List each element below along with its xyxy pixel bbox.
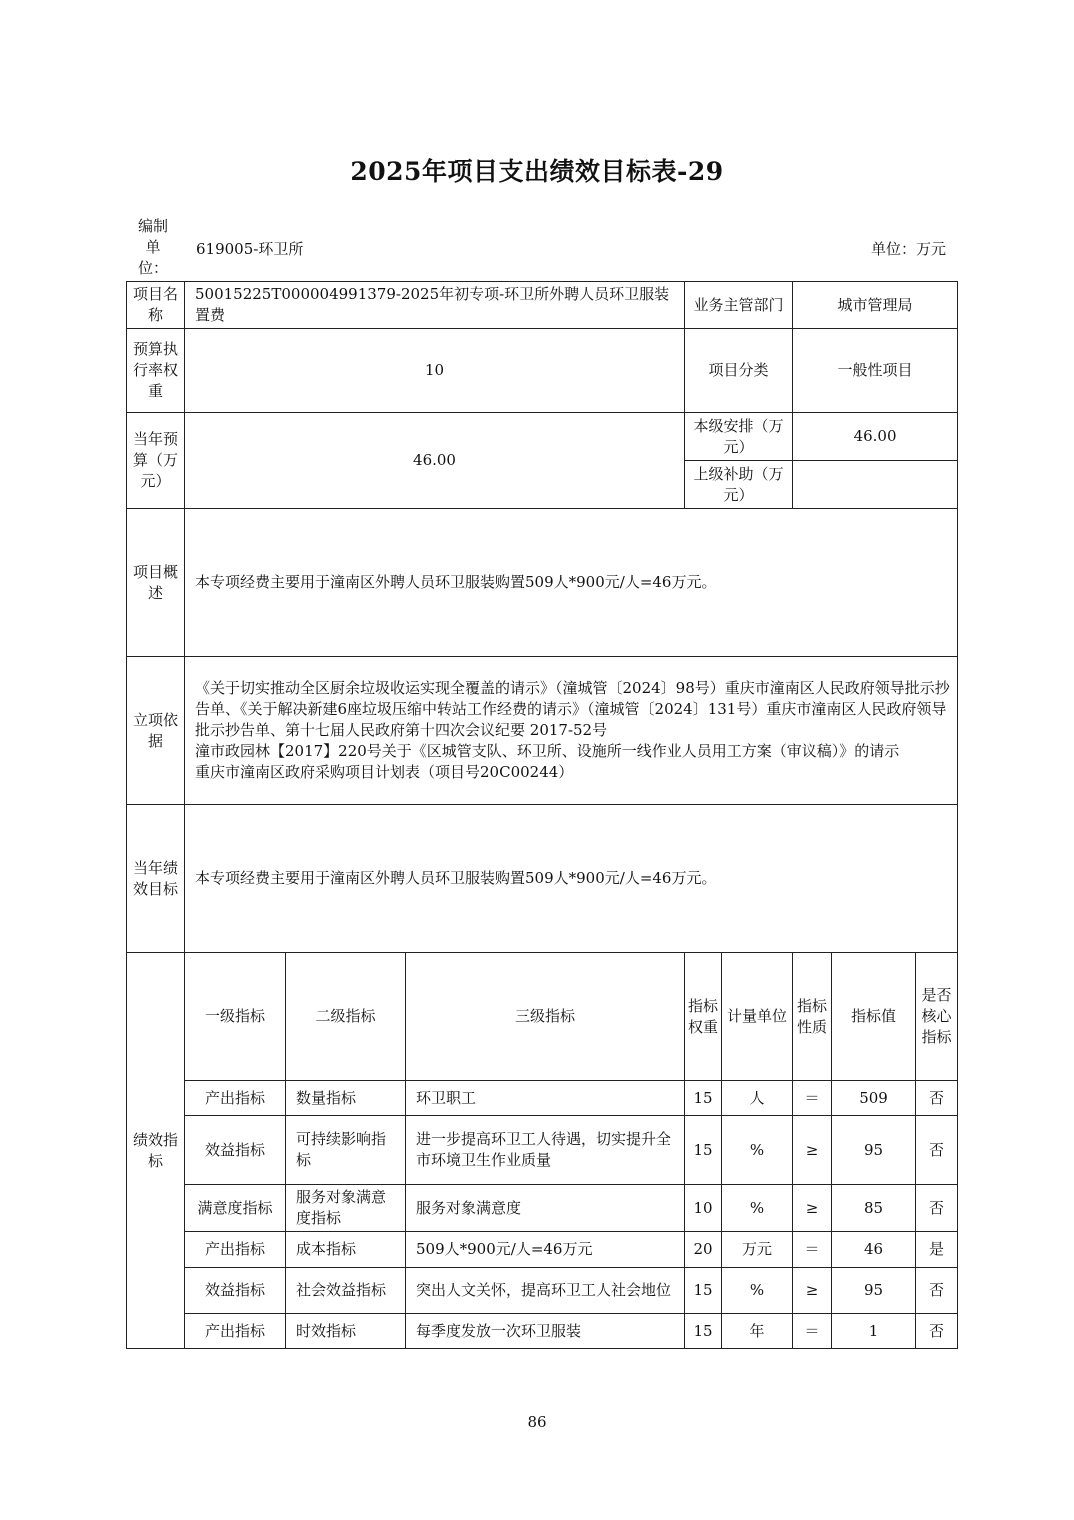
cell-weight: 15: [685, 1081, 722, 1116]
cell-level2: 服务对象满意度指标: [286, 1185, 406, 1232]
cell-level1: 产出指标: [185, 1314, 286, 1349]
cell-nature: ＝: [793, 1314, 832, 1349]
basis-line: 《关于切实推动全区厨余垃圾收运实现全覆盖的请示》（潼城管〔2024〕98号）重庆市潼南区人民政府领导批示抄告单、《关于解决新建6座垃圾压缩中转站工作经费的请示》（潼城管〔2024〕131号）重庆市潼南区人民政府领导批示抄告单、第十七届人民政府第十四次会议纪要 2017-52号: [195, 679, 950, 739]
page-number: 86: [527, 1413, 547, 1431]
table-row: [127, 1232, 958, 1268]
compiling-unit-label: 编制单位：: [137, 217, 168, 277]
cell-weight: 15: [685, 1268, 722, 1314]
cell-weight: 20: [685, 1232, 722, 1268]
cell-nature: ＝: [793, 1081, 832, 1116]
cell-level3: 509人*900元/人=46万元: [406, 1232, 685, 1268]
cell-weight: 15: [685, 1116, 722, 1185]
cell-value: 1: [832, 1314, 916, 1349]
cell-level1: 效益指标: [185, 1268, 286, 1314]
basis-label: 立项依据: [127, 657, 185, 805]
cell-value: 95: [832, 1268, 916, 1314]
table-row: [127, 1081, 958, 1116]
cell-unit: %: [722, 1116, 793, 1185]
cell-level2: 社会效益指标: [286, 1268, 406, 1314]
budget-label: 当年预算（万元）: [127, 413, 185, 509]
cell-level3: 环卫职工: [406, 1081, 685, 1116]
cell-core: 否: [916, 1081, 958, 1116]
table-row: [127, 1314, 958, 1349]
project-name-label: 项目名称: [127, 282, 185, 329]
basis-text: [185, 657, 958, 805]
cell-core: 否: [916, 1314, 958, 1349]
cell-level2: 成本指标: [286, 1232, 406, 1268]
category-value: 一般性项目: [793, 329, 958, 413]
cell-level2: 时效指标: [286, 1314, 406, 1349]
cell-core: 否: [916, 1185, 958, 1232]
basis-line: 潼市政园林【2017】220号关于《区城管支队、环卫所、设施所一线作业人员用工方案（审议稿）》的请示: [195, 742, 900, 760]
cell-weight: 10: [685, 1185, 722, 1232]
cell-value: 95: [832, 1116, 916, 1185]
cell-core: 是: [916, 1232, 958, 1268]
dept-label: 业务主管部门: [685, 282, 793, 329]
cell-level3: 服务对象满意度: [406, 1185, 685, 1232]
basis-line: 重庆市潼南区政府采购项目计划表（项目号20C00244）: [195, 763, 574, 781]
cell-unit: 年: [722, 1314, 793, 1349]
header-value: 指标值: [832, 953, 916, 1081]
cell-core: 否: [916, 1116, 958, 1185]
header-level2: 二级指标: [286, 953, 406, 1081]
weight-value: 10: [185, 329, 685, 413]
header-weight: 指标权重: [685, 953, 722, 1081]
cell-value: 46: [832, 1232, 916, 1268]
cell-level2: 可持续影响指标: [286, 1116, 406, 1185]
cell-value: 85: [832, 1185, 916, 1232]
goal-text: 本专项经费主要用于潼南区外聘人员环卫服装购置509人*900元/人=46万元。: [185, 805, 958, 953]
cell-nature: ≥: [793, 1268, 832, 1314]
overview-text: 本专项经费主要用于潼南区外聘人员环卫服装购置509人*900元/人=46万元。: [185, 509, 958, 657]
cell-nature: ≥: [793, 1116, 832, 1185]
cell-level1: 产出指标: [185, 1232, 286, 1268]
cell-level2: 数量指标: [286, 1081, 406, 1116]
indicators-label: 绩效指标: [127, 953, 185, 1349]
header-core: 是否核心指标: [916, 953, 958, 1081]
cell-unit: %: [722, 1268, 793, 1314]
header-level3: 三级指标: [406, 953, 685, 1081]
header-nature: 指标性质: [793, 953, 832, 1081]
budget-value: 46.00: [185, 413, 685, 509]
money-unit: 单位：万元: [870, 240, 946, 258]
local-label: 本级安排（万元）: [685, 413, 793, 461]
compiling-unit-value: 619005-环卫所: [196, 240, 304, 258]
cell-level3: 进一步提高环卫工人待遇，切实提升全市环境卫生作业质量: [406, 1116, 685, 1185]
upper-value: [793, 461, 958, 509]
table-row: [127, 1268, 958, 1314]
dept-value: 城市管理局: [793, 282, 958, 329]
weight-label: 预算执行率权重: [127, 329, 185, 413]
local-value: 46.00: [793, 413, 958, 461]
cell-unit: %: [722, 1185, 793, 1232]
cell-nature: ＝: [793, 1232, 832, 1268]
performance-target-table: [126, 281, 958, 1349]
category-label: 项目分类: [685, 329, 793, 413]
cell-unit: 万元: [722, 1232, 793, 1268]
upper-label: 上级补助（万元）: [685, 461, 793, 509]
table-row: [127, 1185, 958, 1232]
project-name: 50015225T000004991379-2025年初专项-环卫所外聘人员环卫服装置费: [185, 282, 685, 329]
overview-label: 项目概述: [127, 509, 185, 657]
cell-unit: 人: [722, 1081, 793, 1116]
cell-level3: 突出人文关怀，提高环卫工人社会地位: [406, 1268, 685, 1314]
cell-level3: 每季度发放一次环卫服装: [406, 1314, 685, 1349]
goal-label: 当年绩效目标: [127, 805, 185, 953]
cell-nature: ≥: [793, 1185, 832, 1232]
header-level1: 一级指标: [185, 953, 286, 1081]
cell-value: 509: [832, 1081, 916, 1116]
header-unit: 计量单位: [722, 953, 793, 1081]
page-title: 2025年项目支出绩效目标表-29: [350, 157, 724, 186]
cell-level1: 效益指标: [185, 1116, 286, 1185]
cell-core: 否: [916, 1268, 958, 1314]
cell-level1: 产出指标: [185, 1081, 286, 1116]
table-row: [127, 1116, 958, 1185]
cell-weight: 15: [685, 1314, 722, 1349]
cell-level1: 满意度指标: [185, 1185, 286, 1232]
